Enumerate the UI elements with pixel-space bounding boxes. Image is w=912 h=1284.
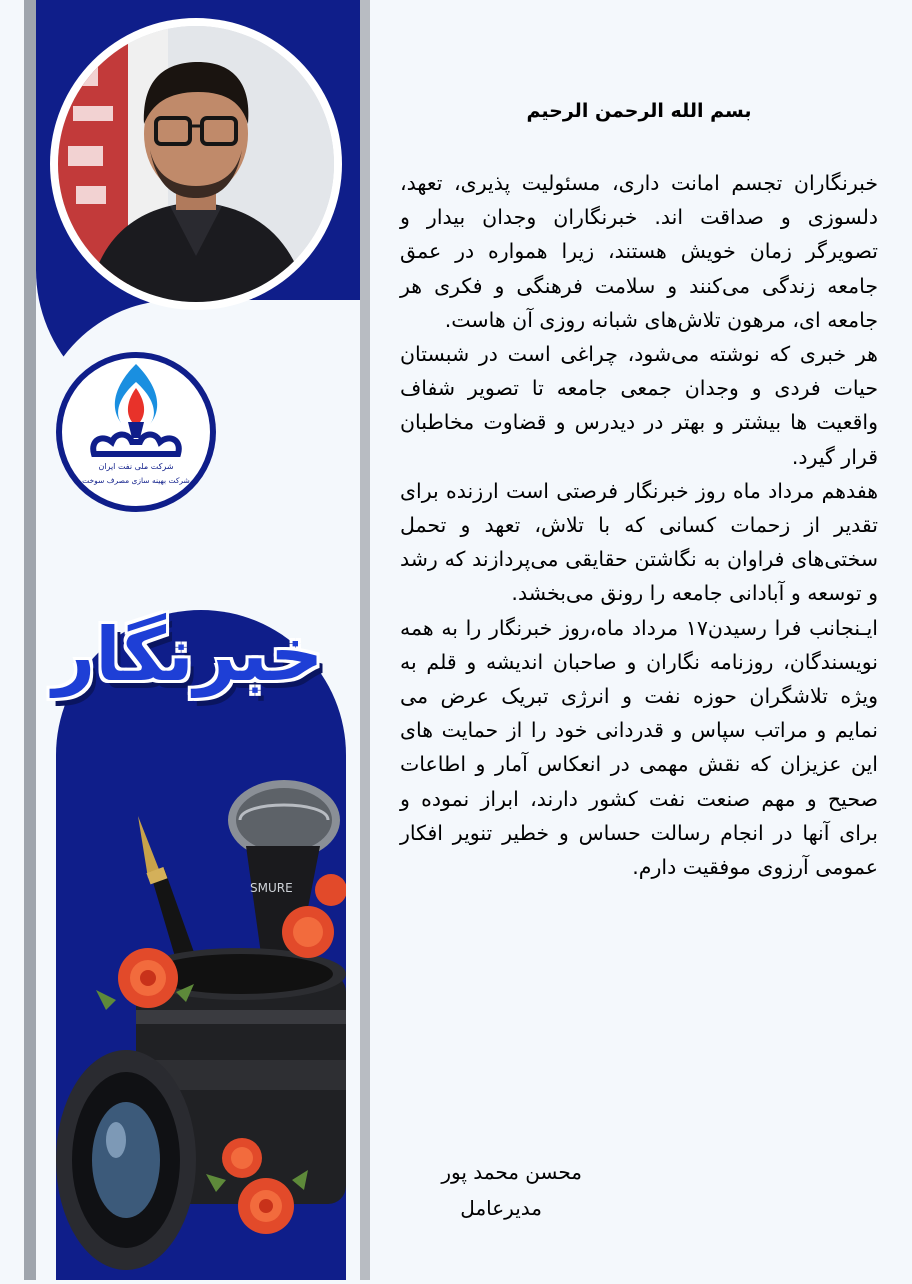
mic-brand-label: SMURE [250,881,293,895]
rose-icon [222,1138,262,1178]
paragraph-3: هفدهم مرداد ماه روز خبرنگار فرصتی است ارزنده برای تقدیر از زحمات کسانی که با تلاش، تعهد و تحمل سختی‌های فراوان به نگاشتن حقایقی می‌پردازند که رشد و توسعه و آبادانی جامعه را رونق می‌بخشد. [400,478,878,606]
message-panel [400,100,878,884]
rose-icon [118,948,178,1008]
signature-name: محسن محمد پور [441,1160,582,1184]
paragraph-1: خبرنگاران تجسم امانت داری، مسئولیت پذیری، تعهد، دلسوزی و صداقت اند. خبرنگاران وجدان بیدار و تصویرگر زمان خویش هستند، زیرا همواره در عمق جامعه زندگی می‌کنند و سلامت فرهنگی و فکری هر جامعه ای، مرهون تلاش‌های شبانه روزی آن هاست. [400,171,878,332]
basmala-heading: بسم الله الرحمن الرحیم [526,100,752,122]
message-body [400,166,878,884]
rose-icon [238,1178,294,1234]
paragraph-4: ایـنجانب فرا رسیدن۱۷ مرداد ماه،روز خبرنگار را به همه نویسندگان، روزنامه نگاران و صاحبان اندیشه و قلم به ویژه تلاشگران حوزه نفت و انرژی تبریک عرض می نمایم و مراتب سپاس و قدردانی خود را از حمایت های این عزیزان که نقش مهمی در انعکاس آمار و اطاعات صحیح و مهم صنعت نفت کشور دارند، ابراز نموده و برای آنها در انجام رسالت حساس و خطیر تنویر افکار عمومی آرزوی موفقیت دارم. [400,615,878,880]
portrait-photo [58,26,334,302]
journalism-illustration [56,760,346,1280]
flame-emblem-icon [62,358,210,462]
company-logo [62,358,210,506]
rose-icon [315,874,346,906]
paragraph-2: هر خبری که نوشته می‌شود، چراغی است در شبستان حیات فردی و وجدان جمعی جامعه تا تصویر شفاف واقعیت ها بیشتر و بهتر در دیدرس و قضاوت مخاطبان قرار گیرد. [400,342,878,469]
signature-title: مدیرعامل [460,1196,542,1220]
portrait-frame [50,18,342,310]
divider-gray-stripe [360,0,370,1280]
left-gray-stripe [24,0,36,1280]
banner-text: خبرنگار [52,612,324,698]
logo-line-1: شرکت ملی نفت ایران [98,462,174,471]
rose-icon [282,906,334,958]
portrait-illustration [58,26,334,302]
logo-line-2: شرکت بهینه سازی مصرف سوخت [82,476,190,485]
camera-mic-pen-icon [56,760,346,1280]
journalist-banner [38,612,338,730]
